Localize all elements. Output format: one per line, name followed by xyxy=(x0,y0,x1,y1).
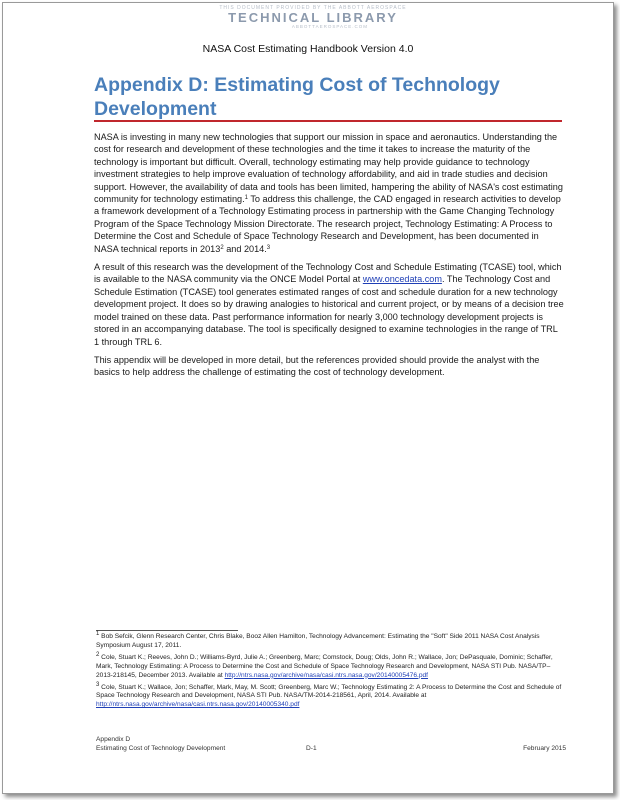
footnote-text: Bob Sefcik, Glenn Research Center, Chris Blake, Booz Allen Hamilton, Technology Advancement: Estimating the "Soft" Side 2011 NASA Cost Analysis Symposium August 17, 2011. xyxy=(96,633,540,649)
footnote-ref-1[interactable]: 1 xyxy=(244,195,248,202)
footnote-number: 2 xyxy=(96,651,100,658)
footer-chapter-title: Estimating Cost of Technology Development xyxy=(96,745,226,752)
footer-appendix-label: Appendix D xyxy=(96,736,131,743)
footnote-ref-3[interactable]: 3 xyxy=(266,244,271,251)
body-text xyxy=(94,131,564,385)
footnote-separator xyxy=(96,630,238,631)
footer-row-2 xyxy=(96,744,566,753)
footnote-text: Cole, Stuart K.; Wallace, Jon; Schaffer, Mark, May, M. Scott; Greenberg, Marc W.; Technology Estimating 2: A Process to Determine the Cost and Schedule of Space Technology Research and Development, NASA STI Pub. NASA/TM-2014-218561, April, 2014. Available at xyxy=(96,683,562,700)
footnote-text: Cole, Stuart K.; Reeves, John D.; Williams-Byrd, Julie A.; Greenberg, Marc; Comstock, Doug; Olds, John R.; Wallace, Jon; DePasquale, Dominic; Schaffer, Mark, Technology Estimating: A Process to Determine the Cost and Schedule of Space Technology Research and Development, NASA STI Pub. NASA/TP–2013-218145, December 2013. Available at xyxy=(96,653,553,679)
footnote-2 xyxy=(96,651,566,681)
page-number: D-1 xyxy=(306,745,317,752)
watermark-logo xyxy=(208,5,418,33)
paragraph-1-text-a: NASA is investing in many new technologies that support our mission in space and aeronautics. Understanding the cost for research and development of these technologies and the time it takes to increase the maturity of the technology is important but difficult. Overall, technology estimating may help provide guidance to technology investment strategies to help improve evaluation of technology affordability, and aid in trade studies and decision support. However, the availability of data and tools has been limited, hampering the ability of NASA's cost estimating community for technology estimating. xyxy=(94,132,563,205)
footnote-3-link[interactable]: http://ntrs.nasa.gov/archive/nasa/casi.ntrs.nasa.gov/20140005340.pdf xyxy=(96,701,300,709)
footnote-3 xyxy=(96,681,566,711)
page-title: Appendix D: Estimating Cost of Technology Development xyxy=(94,74,500,120)
watermark-top-line: THIS DOCUMENT PROVIDED BY THE ABBOTT AEROSPACE xyxy=(219,5,407,11)
paragraph-2-text-a: A result of this research was the development of the Technology Cost and Schedule Estimating (TCASE) tool, which is available to the NASA community via the ONCE Model Portal at xyxy=(94,262,562,285)
running-head: NASA Cost Estimating Handbook Version 4.0 xyxy=(202,43,414,55)
paragraph-1 xyxy=(94,131,564,255)
paragraph-2 xyxy=(94,261,564,348)
oncedata-link[interactable]: www.oncedata.com xyxy=(362,274,442,285)
footnote-ref-2[interactable]: 2 xyxy=(220,244,224,251)
footnote-1 xyxy=(96,633,566,651)
paragraph-3: This appendix will be developed in more detail, but the references provided should provide the analyst with the basics to help address the challenge of estimating the cost of technology development. xyxy=(94,354,540,378)
document-page xyxy=(2,2,614,794)
footnote-2-link[interactable]: http://ntrs.nasa.gov/archive/nasa/casi.ntrs.nasa.gov/20140005476.pdf xyxy=(224,671,429,679)
watermark-sub: ABBOTTAEROSPACE.COM xyxy=(291,24,368,29)
title-rule xyxy=(94,120,562,122)
footer-row-1 xyxy=(96,735,566,744)
footnote-number: 1 xyxy=(96,631,100,637)
watermark-main: TECHNICAL LIBRARY xyxy=(228,10,398,25)
footnote-number: 3 xyxy=(96,681,100,688)
paragraph-2-text-b: . The Technology Cost and Schedule Estimation (TCASE) tool generates estimated ranges of cost and schedule duration for a new technology development project. It does so by drawing analogies to historical and current project, or by means of a decision tree model trained on these data. Past performance information for nearly 3,000 technology development projects is stored in an accompanying database. The tool is specifically designed to examine technologies in the range of TRL 1 through TRL 6. xyxy=(94,274,564,347)
footer-date: February 2015 xyxy=(523,745,566,752)
footnotes xyxy=(96,633,566,713)
paragraph-1-text-c: and 2014. xyxy=(223,243,267,254)
paragraph-1-text-b: To address this challenge, the CAD engaged in research activities to develop a framework development of a Technology Estimating process in partnership with the Game Changing Technology Program of the Space Technology Mission Directorate. The research project, Technology Estimating: A Process to Determine the Cost and Schedule of Space Technology Research and Development, has been documented in NASA technical reports in 2013 xyxy=(94,194,561,254)
page-footer xyxy=(96,735,566,753)
